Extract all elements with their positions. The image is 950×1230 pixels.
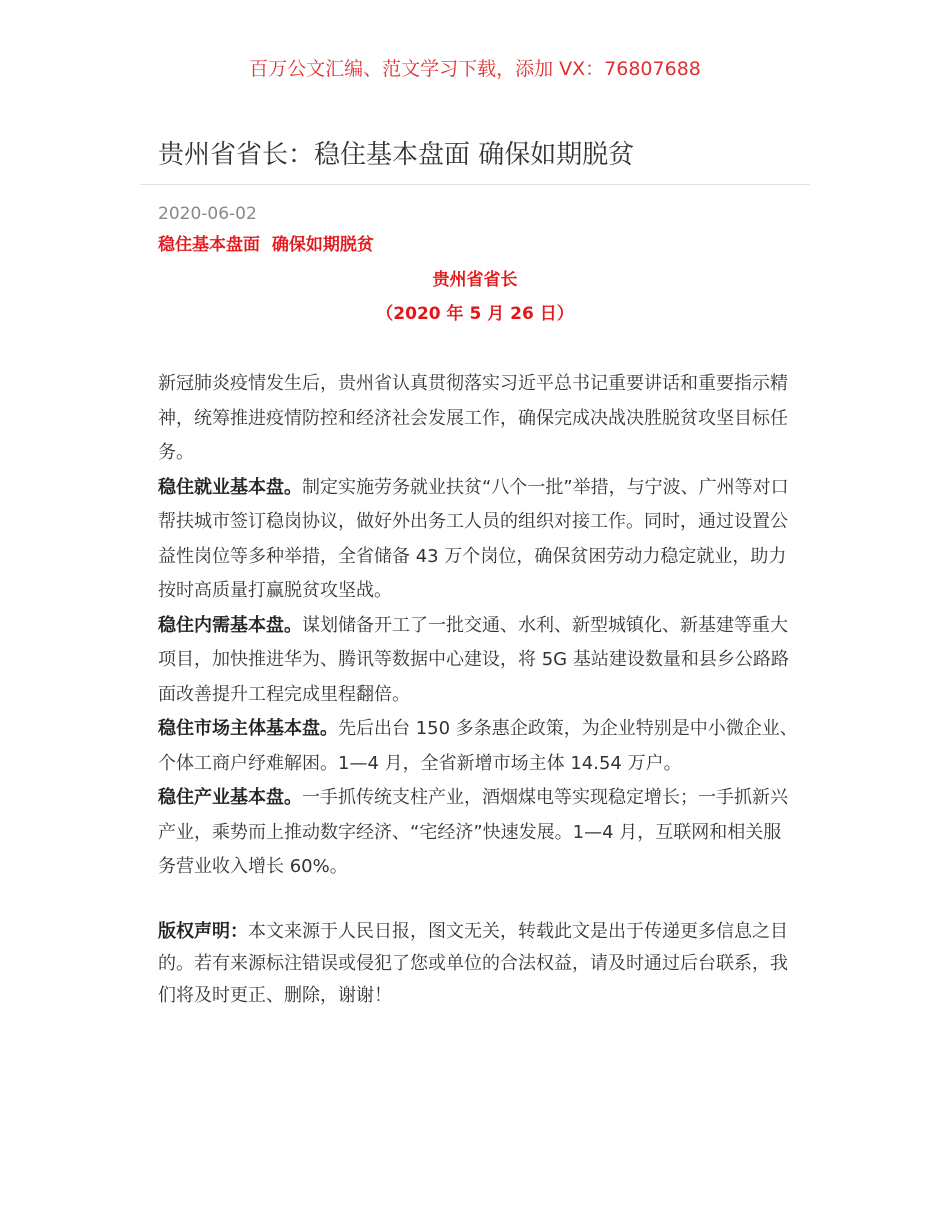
article-body [158, 367, 798, 885]
copyright-notice [158, 916, 798, 1012]
section-paragraph-market-entities [158, 712, 798, 781]
speech-date: （2020 年 5 月 26 日） [376, 304, 574, 324]
speaker-name: 贵州省省长 [432, 270, 518, 290]
section-heading: 稳住内需基本盘。 [158, 614, 302, 636]
section-text: 一手抓传统支柱产业，酒烟煤电等实现稳定增长；一手抓新兴产业，乘势而上推动数字经济、“宅经济”快速发展。1—4 月，互联网和相关服务营业收入增长 60%。 [158, 787, 788, 877]
section-paragraph-employment [158, 471, 798, 609]
section-paragraph-domestic-demand [158, 609, 798, 713]
title-divider [140, 184, 810, 185]
intro-paragraph: 新冠肺炎疫情发生后，贵州省认真贯彻落实习近平总书记重要讲话和重要指示精神，统筹推进疫情防控和经济社会发展工作，确保完成决战决胜脱贫攻坚目标任务。 [158, 373, 788, 463]
section-heading: 稳住就业基本盘。 [158, 476, 302, 498]
section-text: 先后出台 150 多条惠企政策，为企业特别是中小微企业、个体工商户纾难解困。1—4 月，全省新增市场主体 14.54 万户。 [158, 718, 798, 774]
section-text: 制定实施劳务就业扶贫“八个一批”举措，与宁波、广州等对口帮扶城市签订稳岗协议，做好外出务工人员的组织对接工作。同时，通过设置公益性岗位等多种举措，全省储备 43 万个岗位，确保贫困劳动力稳定就业，助力按时高质量打赢脱贫攻坚战。 [158, 476, 789, 601]
promo-banner: 百万公文汇编、范文学习下载，添加 VX：76807688 [249, 58, 701, 80]
article-title: 贵州省省长：稳住基本盘面 确保如期脱贫 [158, 140, 635, 170]
section-text: 谋划储备开工了一批交通、水利、新型城镇化、新基建等重大项目，加快推进华为、腾讯等数据中心建设，将 5G 基站建设数量和县乡公路路面改善提升工程完成里程翻倍。 [158, 614, 789, 705]
article-subtitle: 稳住基本盘面 确保如期脱贫 [158, 235, 374, 255]
copyright-label: 版权声明： [158, 921, 248, 942]
section-heading: 稳住市场主体基本盘。 [158, 718, 338, 739]
publish-date: 2020-06-02 [158, 204, 257, 224]
section-heading: 稳住产业基本盘。 [158, 787, 302, 808]
copyright-text: 本文来源于人民日报，图文无关，转载此文是出于传递更多信息之目的。若有来源标注错误或侵犯了您或单位的合法权益，请及时通过后台联系，我们将及时更正、删除，谢谢！ [158, 921, 788, 1006]
section-paragraph-industry [158, 781, 798, 885]
